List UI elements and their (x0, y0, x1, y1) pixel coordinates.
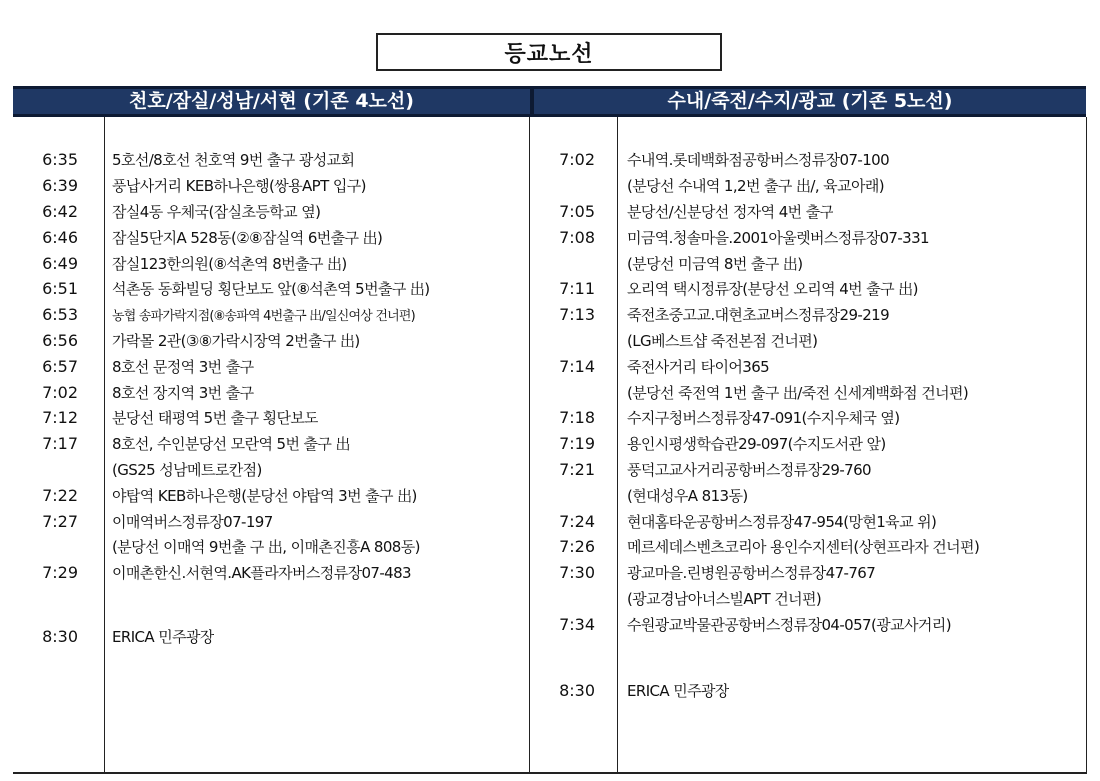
stop-name: 수내역.롯데백화점공항버스정류장07-100 (627, 151, 890, 170)
final-stop-row (535, 677, 1085, 703)
stop-time: 6:56 (42, 330, 78, 350)
stop-row (20, 276, 525, 302)
stop-row (535, 328, 1085, 354)
stop-row (535, 302, 1085, 328)
stop-name: 분당선 태평역 5번 출구 횡단보도 (112, 409, 319, 428)
stop-row (535, 457, 1085, 483)
stop-time: 7:11 (559, 279, 595, 299)
right-border (1086, 117, 1087, 773)
left-route-list (20, 147, 525, 649)
stop-time: 6:39 (42, 176, 78, 196)
stop-name: 풍덕고교사거리공항버스정류장29-760 (627, 460, 871, 479)
stop-row (535, 405, 1085, 431)
stop-time: 7:27 (42, 511, 78, 531)
stop-row (535, 353, 1085, 379)
stop-time: 6:46 (42, 227, 78, 247)
stop-row (535, 199, 1085, 225)
stop-time: 7:30 (559, 563, 595, 583)
stop-name: (분당선 죽전역 1번 출구 出/죽전 신세계백화점 건너편) (627, 383, 969, 402)
stop-name: (분당선 수내역 1,2번 출구 出/, 육교아래) (627, 177, 884, 196)
stop-time: 7:17 (42, 434, 78, 454)
stop-time: 7:29 (42, 563, 78, 583)
stop-time: 6:51 (42, 279, 78, 299)
stop-name: ERICA 민주광장 (627, 681, 729, 700)
stop-time: 6:57 (42, 356, 78, 376)
stop-name: 8호선 장지역 3번 출구 (112, 383, 254, 402)
stop-time: 7:02 (42, 382, 78, 402)
stop-time: 7:14 (559, 356, 595, 376)
stop-row (535, 147, 1085, 173)
page-title: 등교노선 (376, 33, 722, 71)
stop-name: 수원광교박물관공항버스정류장04-057(광교사거리) (627, 615, 951, 634)
right-route-header: 수내/죽전/수지/광교 (기존 5노선) (667, 90, 953, 112)
stop-time: 7:34 (559, 614, 595, 634)
stop-name: 분당선/신분당선 정자역 4번 출구 (627, 202, 834, 221)
bottom-border (13, 772, 1087, 774)
left-route-header: 천호/잠실/성남/서현 (기존 4노선) (129, 90, 414, 112)
stop-name: (LG베스트샵 죽전본점 건너편) (627, 331, 818, 350)
stop-name: (분당선 미금역 8번 출구 出) (627, 254, 803, 273)
stop-row (535, 224, 1085, 250)
stop-row (535, 276, 1085, 302)
stop-name: ERICA 민주광장 (112, 627, 214, 646)
stop-name: (분당선 이매역 9번출 구 出, 이매촌진흥A 808동) (112, 538, 420, 557)
stop-row (535, 379, 1085, 405)
route-header-bar (13, 86, 1086, 117)
stop-row (20, 534, 525, 560)
stop-row (20, 224, 525, 250)
stop-time: 6:42 (42, 201, 78, 221)
stop-name: 광교마을.린병원공항버스정류장47-767 (627, 564, 876, 583)
stop-row (20, 457, 525, 483)
stop-row (20, 302, 525, 328)
stop-row (535, 534, 1085, 560)
stop-row (535, 431, 1085, 457)
stop-time: 7:21 (559, 459, 595, 479)
stop-name: 잠실5단지A 528동(②⑧잠실역 6번출구 出) (112, 228, 383, 247)
stop-name: 8호선 문정역 3번 출구 (112, 357, 254, 376)
stop-row (20, 482, 525, 508)
stop-name: 농협 송파가락지점(⑧송파역 4번출구 出/일신여상 건너편) (112, 309, 415, 325)
stop-time: 6:49 (42, 253, 78, 273)
stop-row (535, 586, 1085, 612)
stop-row (20, 173, 525, 199)
stop-row (535, 173, 1085, 199)
stop-name: (광교경남아너스빌APT 건너편) (627, 589, 822, 608)
stop-row (20, 199, 525, 225)
stop-name: 잠실123한의원(⑧석촌역 8번출구 出) (112, 254, 347, 273)
stop-name: 8호선, 수인분당선 모란역 5번 출구 出 (112, 435, 350, 454)
stop-time: 7:02 (559, 150, 595, 170)
stop-name: 야탑역 KEB하나은행(분당선 야탑역 3번 출구 出) (112, 486, 417, 505)
stop-row (535, 611, 1085, 637)
stop-time: 7:22 (42, 485, 78, 505)
spacer (20, 586, 525, 624)
stop-row (20, 405, 525, 431)
stop-name: (현대성우A 813동) (627, 486, 748, 505)
stop-time: 7:08 (559, 227, 595, 247)
stop-row (535, 508, 1085, 534)
stop-name: (GS25 성남메트로칸점) (112, 460, 262, 479)
stop-name: 오리역 택시정류장(분당선 오리역 4번 출구 出) (627, 280, 918, 299)
stop-time: 7:13 (559, 305, 595, 325)
stop-name: 5호선/8호선 천호역 9번 출구 광성교회 (112, 151, 355, 170)
stop-time: 7:24 (559, 511, 595, 531)
column-divider (529, 117, 530, 773)
stop-time: 7:26 (559, 537, 595, 557)
stop-time: 7:18 (559, 408, 595, 428)
stop-row (20, 379, 525, 405)
stop-time: 7:05 (559, 201, 595, 221)
stop-name: 풍납사거리 KEB하나은행(쌍용APT 입구) (112, 177, 366, 196)
stop-row (20, 147, 525, 173)
stop-row (20, 431, 525, 457)
spacer (535, 637, 1085, 677)
stop-name: 수지구청버스정류장47-091(수지우체국 옆) (627, 409, 900, 428)
stop-name: 용인시평생학습관29-097(수지도서관 앞) (627, 435, 886, 454)
stop-name: 가락몰 2관(③⑧가락시장역 2번출구 出) (112, 331, 360, 350)
stop-row (20, 250, 525, 276)
stop-row (20, 353, 525, 379)
stop-name: 미금역.청솔마을.2001아울렛버스정류장07-331 (627, 228, 929, 247)
stop-time: 6:53 (42, 305, 78, 325)
stop-row (20, 328, 525, 354)
stop-name: 메르세데스벤츠코리아 용인수지센터(상현프라자 건너편) (627, 538, 980, 557)
stop-name: 이매역버스정류장07-197 (112, 512, 273, 531)
stop-row (20, 560, 525, 586)
stop-row (535, 482, 1085, 508)
stop-name: 죽전초중고교.대현초교버스정류장29-219 (627, 306, 890, 325)
stop-row (20, 508, 525, 534)
stop-name: 잠실4동 우체국(잠실초등학교 옆) (112, 202, 321, 221)
stop-name: 죽전사거리 타이어365 (627, 357, 770, 376)
stop-name: 석촌동 동화빌딩 횡단보도 앞(⑧석촌역 5번출구 出) (112, 280, 430, 299)
stop-row (535, 560, 1085, 586)
stop-row (535, 250, 1085, 276)
stop-time: 6:35 (42, 150, 78, 170)
stop-time: 7:19 (559, 434, 595, 454)
stop-time: 8:30 (559, 680, 595, 700)
stop-name: 현대홈타운공항버스정류장47-954(망현1육교 위) (627, 512, 937, 531)
stop-time: 7:12 (42, 408, 78, 428)
stop-name: 이매촌한신.서현역.AK플라자버스정류장07-483 (112, 564, 412, 583)
stop-time: 8:30 (42, 626, 78, 646)
final-stop-row (20, 624, 525, 650)
right-route-list (535, 147, 1085, 703)
